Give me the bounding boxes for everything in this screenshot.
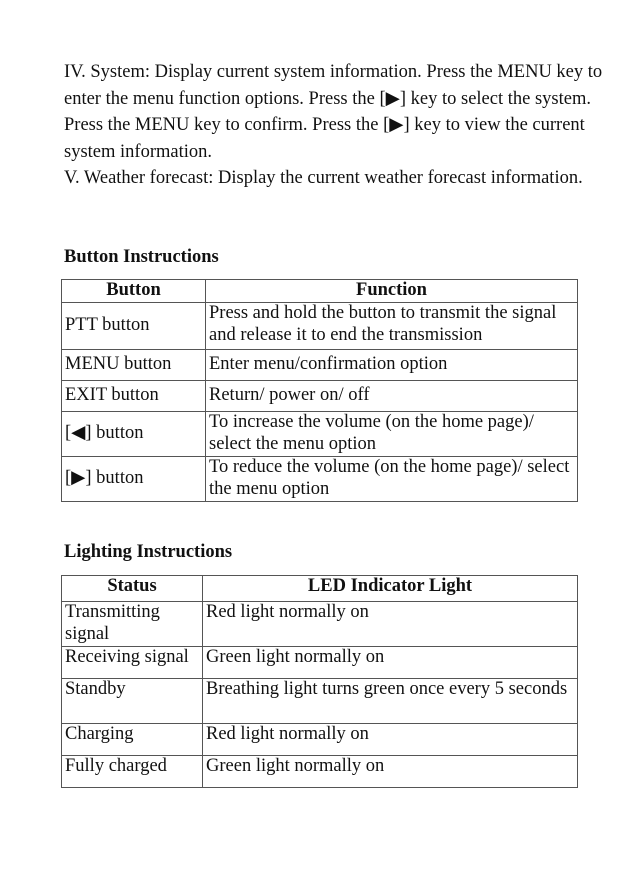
weather-paragraph: V. Weather forecast: Display the current weather forecast information.: [64, 168, 583, 188]
button-instructions-table: [61, 279, 578, 502]
led-description: Red light normally on: [203, 724, 578, 756]
column-header-led: LED Indicator Light: [203, 576, 578, 602]
table-row: [62, 679, 578, 724]
table-row: [62, 647, 578, 679]
button-function: Enter menu/confirmation option: [206, 350, 578, 381]
button-function: To increase the volume (on the home page)/ select the menu option: [206, 412, 578, 457]
button-name: PTT button: [62, 303, 206, 350]
lighting-instructions-heading: Lighting Instructions: [64, 542, 233, 562]
status-name: Charging: [62, 724, 203, 756]
system-paragraph: IV. System: Display current system information. Press the MENU key to enter the menu function options. Press the [▶] key to select the system. Press the MENU key to confirm. Press the [▶] key to view the current system information.: [64, 62, 603, 162]
status-name: Fully charged: [62, 756, 203, 788]
led-description: Green light normally on: [203, 756, 578, 788]
column-header-status: Status: [62, 576, 203, 602]
button-function: Return/ power on/ off: [206, 381, 578, 412]
led-description: Red light normally on: [203, 602, 578, 647]
table-row: [62, 756, 578, 788]
status-name: Receiving signal: [62, 647, 203, 679]
led-description: Breathing light turns green once every 5 seconds: [203, 679, 578, 724]
table-row: [62, 381, 578, 412]
right-arrow-button-name: [▶] button: [62, 457, 206, 502]
button-function: Press and hold the button to transmit the signal and release it to end the transmission: [206, 303, 578, 350]
intro-paragraphs: [64, 59, 604, 192]
left-arrow-button-name: [◀] button: [62, 412, 206, 457]
status-name: Standby: [62, 679, 203, 724]
table-row: [62, 350, 578, 381]
table-row: [62, 303, 578, 350]
column-header-button: Button: [62, 280, 206, 303]
button-name: MENU button: [62, 350, 206, 381]
table-row: [62, 457, 578, 502]
status-name: Transmitting signal: [62, 602, 203, 647]
lighting-instructions-table: [61, 575, 578, 788]
button-instructions-heading: Button Instructions: [64, 247, 219, 267]
table-header-row: [62, 280, 578, 303]
button-function: To reduce the volume (on the home page)/ select the menu option: [206, 457, 578, 502]
led-description: Green light normally on: [203, 647, 578, 679]
column-header-function: Function: [206, 280, 578, 303]
table-row: [62, 724, 578, 756]
table-row: [62, 602, 578, 647]
table-row: [62, 412, 578, 457]
table-header-row: [62, 576, 578, 602]
button-name: EXIT button: [62, 381, 206, 412]
